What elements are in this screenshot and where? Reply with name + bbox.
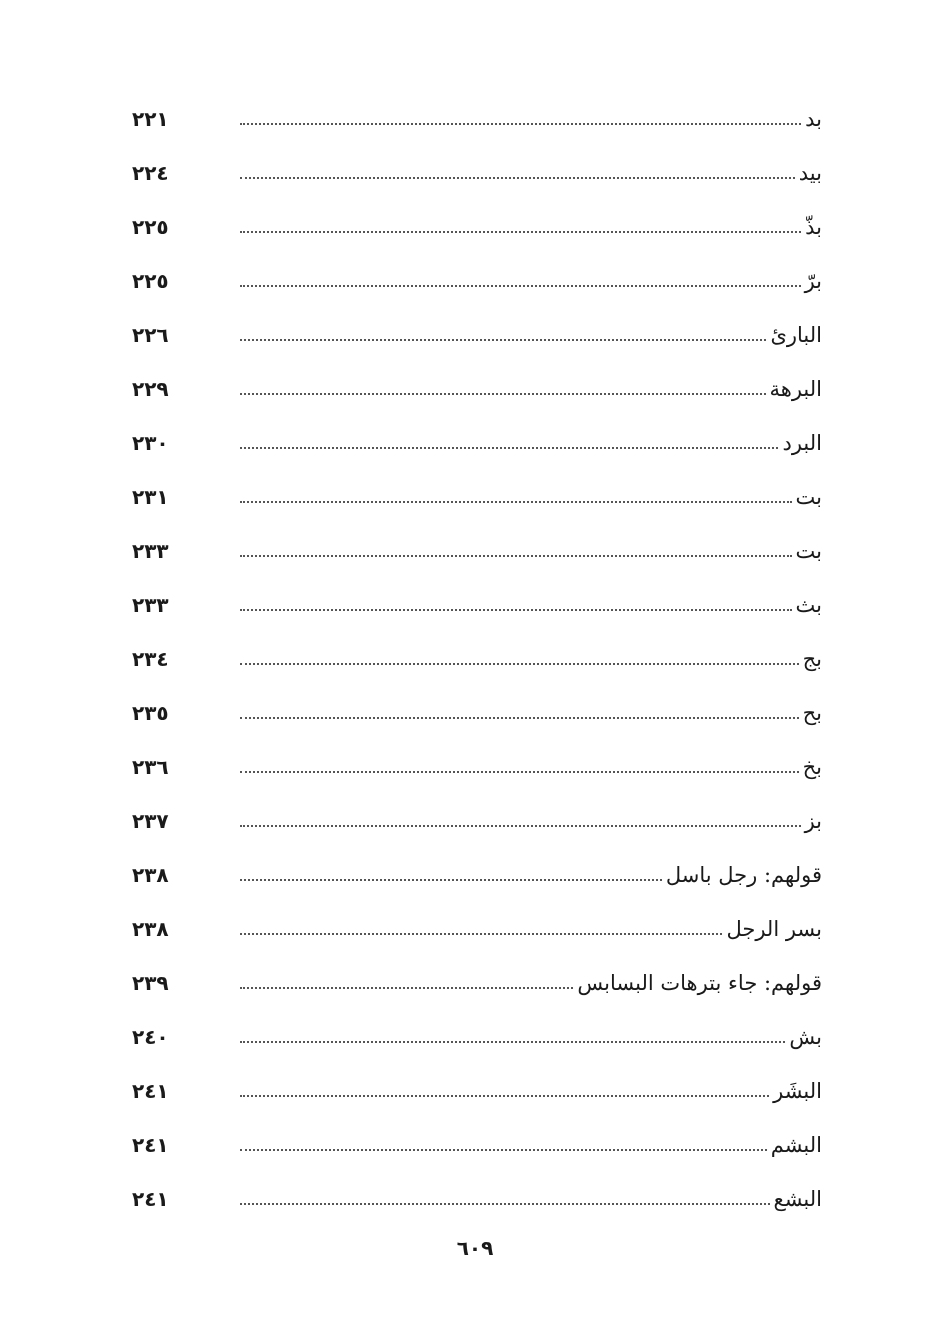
toc-row — [132, 1052, 822, 1106]
toc-row — [132, 890, 822, 944]
toc-row — [132, 188, 822, 242]
toc-row — [132, 566, 822, 620]
dot-leader — [240, 825, 801, 827]
dot-leader — [240, 231, 801, 233]
toc-entry-page: ٢٤١ — [132, 1133, 169, 1157]
dot-leader — [240, 933, 722, 935]
toc-entry-page: ٢٢٥ — [132, 269, 169, 293]
dot-leader — [240, 285, 801, 287]
toc-entry-page: ٢٣٨ — [132, 917, 169, 941]
toc-entry-page: ٢٤١ — [132, 1079, 169, 1103]
toc-row — [132, 458, 822, 512]
dot-leader — [240, 987, 573, 989]
toc-row — [132, 242, 822, 296]
toc-entry-page: ٢٤٠ — [132, 1025, 169, 1049]
toc-entry-title: بسر الرجل — [726, 917, 822, 941]
toc-entry-title: بخ — [802, 755, 822, 779]
toc-row — [132, 728, 822, 782]
dot-leader — [240, 447, 778, 449]
toc-row — [132, 134, 822, 188]
toc-row — [132, 80, 822, 134]
toc-entry-page: ٢٢١ — [132, 107, 169, 131]
toc-entry-page: ٢٢٥ — [132, 215, 169, 239]
toc-entry-title: بذّ — [805, 215, 822, 239]
dot-leader — [240, 1041, 785, 1043]
toc-row — [132, 944, 822, 998]
toc-entry-page: ٢٢٤ — [132, 161, 169, 185]
toc-entry-title: البارئ — [770, 323, 822, 347]
toc-entry-title: بت — [795, 485, 822, 509]
toc-entry-page: ٢٣٠ — [132, 431, 169, 455]
toc-entry-page: ٢٣٤ — [132, 647, 169, 671]
toc-entry-title: البرد — [782, 431, 822, 455]
toc-row — [132, 998, 822, 1052]
dot-leader — [240, 771, 799, 773]
toc-entry-page: ٢٢٦ — [132, 323, 169, 347]
toc-entry-page: ٢٣٦ — [132, 755, 169, 779]
dot-leader — [240, 663, 799, 665]
toc-entry-page: ٢٣٥ — [132, 701, 169, 725]
dot-leader — [240, 717, 799, 719]
toc-entry-page: ٢٢٩ — [132, 377, 169, 401]
toc-entry-title: بت — [795, 539, 822, 563]
toc-entry-title: بج — [802, 647, 822, 671]
toc-row — [132, 350, 822, 404]
toc-row — [132, 836, 822, 890]
dot-leader — [240, 555, 792, 557]
toc-entry-title: برّ — [804, 269, 822, 293]
toc-entry-page: ٢٤١ — [132, 1187, 169, 1211]
dot-leader — [240, 609, 792, 611]
toc-entry-title: بش — [789, 1025, 822, 1049]
toc-entry-page: ٢٣٧ — [132, 809, 169, 833]
dot-leader — [240, 879, 662, 881]
toc-entry-title: قولهم: جاء بترهات البسابس — [577, 971, 822, 995]
toc-row — [132, 1106, 822, 1160]
toc-entry-title: قولهم: رجل باسل — [665, 863, 822, 887]
toc-entry-title: بح — [802, 701, 822, 725]
toc-row — [132, 1160, 822, 1214]
page-number: ٦٠٩ — [456, 1236, 494, 1260]
dot-leader — [240, 339, 766, 341]
toc-entry-page: ٢٣٨ — [132, 863, 169, 887]
toc-row — [132, 512, 822, 566]
toc-entry-page: ٢٣٣ — [132, 593, 169, 617]
toc-entry-title: البشع — [773, 1187, 822, 1211]
toc-row — [132, 404, 822, 458]
dot-leader — [240, 1149, 767, 1151]
dot-leader — [240, 177, 795, 179]
toc-entry-page: ٢٣٩ — [132, 971, 169, 995]
toc-entry-title: بث — [795, 593, 822, 617]
toc-row — [132, 296, 822, 350]
toc-entry-title: بيد — [798, 161, 822, 185]
toc-entry-title: البشم — [770, 1133, 822, 1157]
toc-row — [132, 620, 822, 674]
toc-row — [132, 782, 822, 836]
toc-entry-title: البشَر — [773, 1079, 822, 1103]
dot-leader — [240, 123, 801, 125]
dot-leader — [240, 1203, 770, 1205]
dot-leader — [240, 393, 766, 395]
toc-row — [132, 674, 822, 728]
toc-entry-page: ٢٣١ — [132, 485, 169, 509]
toc-entry-title: بد — [805, 107, 822, 131]
dot-leader — [240, 1095, 769, 1097]
table-of-contents — [132, 80, 822, 1214]
toc-entry-title: بز — [804, 809, 822, 833]
toc-entry-page: ٢٣٣ — [132, 539, 169, 563]
toc-entry-title: البرهة — [769, 377, 822, 401]
dot-leader — [240, 501, 792, 503]
